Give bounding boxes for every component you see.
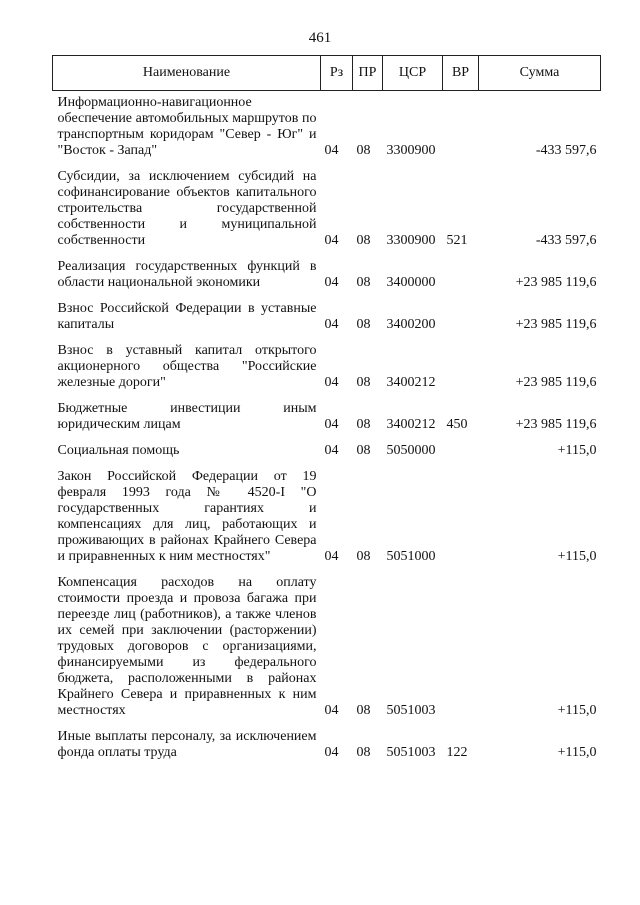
row-name: Субсидии, за исключением субсидий на софинансирование объектов капитального строительства государственной собственности и муниципальной собственности xyxy=(57,169,317,248)
row-csr: 5051003 xyxy=(386,703,436,718)
row-pr: 08 xyxy=(356,317,371,332)
row-pr: 08 xyxy=(356,549,371,564)
row-pr: 08 xyxy=(356,417,371,432)
row-csr: 3300900 xyxy=(386,143,436,158)
row-sum: -433 597,6 xyxy=(535,233,597,248)
row-sum: +23 985 119,6 xyxy=(515,317,597,332)
row-vr: 122 xyxy=(446,745,468,760)
table-row xyxy=(53,298,601,340)
table-row xyxy=(53,726,601,768)
header-sum: Сумма xyxy=(479,56,601,91)
row-name: Взнос Российской Федерации в уставные капиталы xyxy=(57,301,317,332)
table-header xyxy=(53,56,601,91)
row-csr: 3400212 xyxy=(386,375,436,390)
row-pr: 08 xyxy=(356,443,371,458)
row-name: Информационно-навигационное обеспечение автомобильных маршрутов по транспортным коридорам "Север - Юг" и "Восток - Запад" xyxy=(57,95,317,158)
header-rz: Рз xyxy=(321,56,353,91)
row-rz: 04 xyxy=(324,443,339,458)
row-rz: 04 xyxy=(324,143,339,158)
row-csr: 3400212 xyxy=(386,417,436,432)
row-vr: 521 xyxy=(446,233,468,248)
row-rz: 04 xyxy=(324,275,339,290)
row-name: Реализация государственных функций в области национальной экономики xyxy=(57,259,317,290)
budget-table-sheet xyxy=(52,55,600,768)
row-sum: +115,0 xyxy=(557,745,597,760)
row-csr: 5051000 xyxy=(386,549,436,564)
row-name: Компенсация расходов на оплату стоимости проезда и провоза багажа при переезде лиц (работников), а также членов их семей при заключении (расторжении) трудовых договоров с организациями, финансируемыми из федерального бюджета, расположенными в районах Крайнего Севера и приравненных к ним местностях xyxy=(57,575,317,718)
row-sum: +115,0 xyxy=(557,549,597,564)
table-row xyxy=(53,256,601,298)
row-name: Закон Российской Федерации от 19 февраля 1993 года № 4520-I "О государственных гарантиях и компенсациях для лиц, работающих и проживающих в районах Крайнего Севера и приравненных к ним местностях" xyxy=(57,469,317,564)
row-pr: 08 xyxy=(356,275,371,290)
row-csr: 3400200 xyxy=(386,317,436,332)
row-pr: 08 xyxy=(356,233,371,248)
row-rz: 04 xyxy=(324,233,339,248)
row-vr xyxy=(443,440,479,466)
row-rz: 04 xyxy=(324,375,339,390)
row-vr xyxy=(443,572,479,726)
table-row xyxy=(53,166,601,256)
table-row xyxy=(53,91,601,167)
table-row xyxy=(53,572,601,726)
row-vr xyxy=(443,91,479,167)
row-sum: +23 985 119,6 xyxy=(515,275,597,290)
row-rz: 04 xyxy=(324,417,339,432)
row-name: Бюджетные инвестиции иным юридическим лицам xyxy=(57,401,317,432)
row-rz: 04 xyxy=(324,317,339,332)
row-pr: 08 xyxy=(356,375,371,390)
row-sum: -433 597,6 xyxy=(535,143,597,158)
row-name: Взнос в уставный капитал открытого акционерного общества "Российские железные дороги" xyxy=(57,343,317,390)
row-csr: 5050000 xyxy=(386,443,436,458)
row-name: Иные выплаты персоналу, за исключением фонда оплаты труда xyxy=(57,729,317,760)
row-rz: 04 xyxy=(324,549,339,564)
row-vr xyxy=(443,256,479,298)
row-pr: 08 xyxy=(356,703,371,718)
row-vr xyxy=(443,298,479,340)
header-pr: ПР xyxy=(353,56,383,91)
row-csr: 3400000 xyxy=(386,275,436,290)
row-pr: 08 xyxy=(356,745,371,760)
row-csr: 3300900 xyxy=(386,233,436,248)
row-vr: 450 xyxy=(446,417,468,432)
row-sum: +115,0 xyxy=(557,443,597,458)
row-pr: 08 xyxy=(356,143,371,158)
row-rz: 04 xyxy=(324,745,339,760)
header-name: Наименование xyxy=(53,56,321,91)
table-body xyxy=(53,91,601,769)
row-sum: +23 985 119,6 xyxy=(515,375,597,390)
header-vr: ВР xyxy=(443,56,479,91)
table-row xyxy=(53,466,601,572)
header-csr: ЦСР xyxy=(383,56,443,91)
page-number: 461 xyxy=(308,30,332,46)
table-row xyxy=(53,340,601,398)
row-name: Социальная помощь xyxy=(57,443,180,458)
row-sum: +115,0 xyxy=(557,703,597,718)
table-row xyxy=(53,398,601,440)
row-sum: +23 985 119,6 xyxy=(515,417,597,432)
row-csr: 5051003 xyxy=(386,745,436,760)
row-vr xyxy=(443,340,479,398)
budget-table xyxy=(52,55,601,768)
row-vr xyxy=(443,466,479,572)
table-row xyxy=(53,440,601,466)
row-rz: 04 xyxy=(324,703,339,718)
